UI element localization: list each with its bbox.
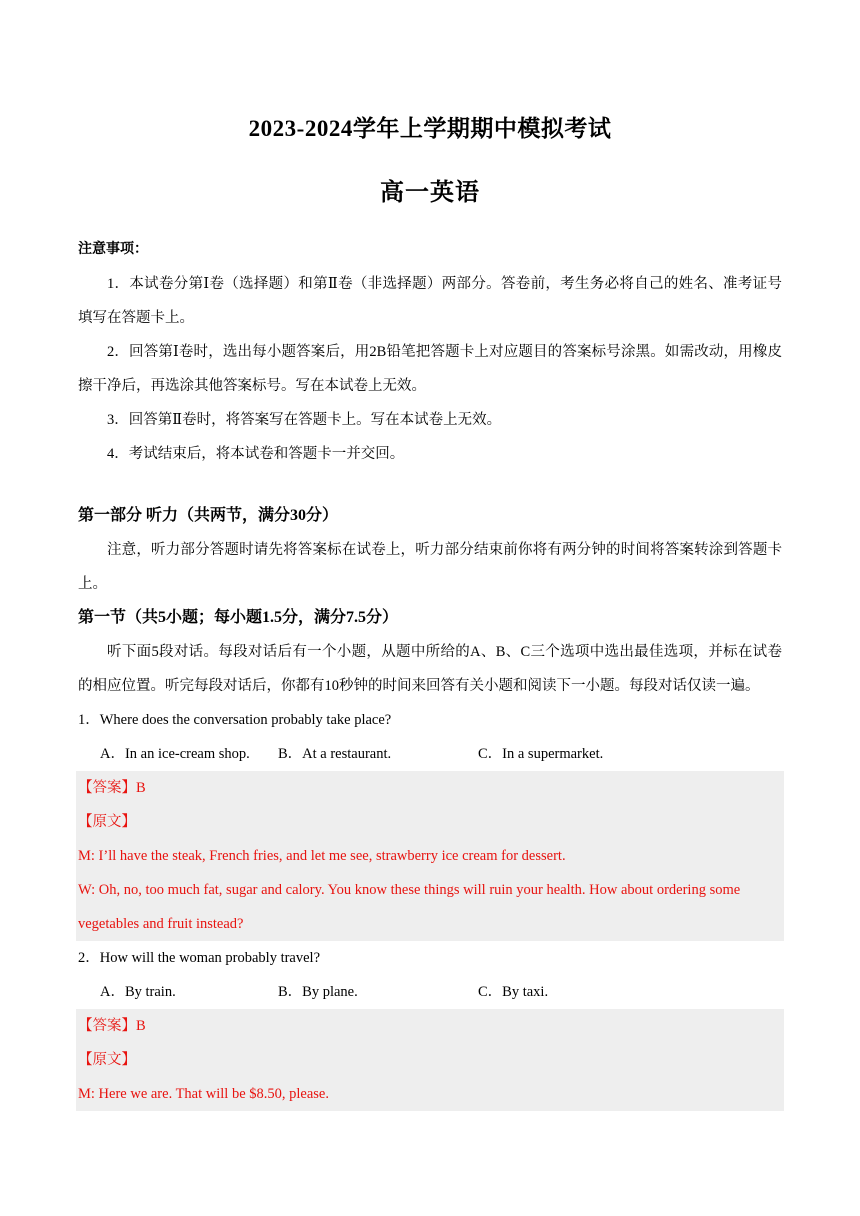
notice-item-4: 4．考试结束后，将本试卷和答题卡一并交回。 — [107, 446, 405, 462]
question-2-stem: 2．How will the woman probably travel? — [78, 950, 321, 966]
part1-intro: 注意，听力部分答题时请先将答案标在试卷上，听力部分结束前你将有两分钟的时间将答案转涂到答题卡上。 — [78, 542, 782, 592]
question-1-option-b: B．At a restaurant. — [278, 746, 392, 762]
question-1-script-line-1: M: I’ll have the steak, French fries, and let me see, strawberry ice cream for dessert. — [78, 848, 566, 864]
question-1-option-c: C．In a supermarket. — [478, 746, 604, 762]
question-2-answer-block — [76, 1009, 784, 1111]
question-2-option-a: A．By train. — [100, 984, 176, 1000]
question-1-options — [78, 737, 782, 771]
question-1-script-label: 【原文】 — [78, 814, 136, 830]
exam-subject: 高一英语 — [380, 180, 480, 206]
question-1-stem: 1．Where does the conversation probably take place? — [78, 712, 392, 728]
question-2-answer: 【答案】B — [78, 1018, 146, 1034]
question-2-script-label: 【原文】 — [78, 1052, 136, 1068]
exam-title: 2023-2024学年上学期期中模拟考试 — [248, 116, 612, 141]
question-1-script-line-2: W: Oh, no, too much fat, sugar and calory. You know these things will ruin your health. How about ordering some vegetables and fruit instead? — [78, 882, 741, 932]
question-2-options — [78, 975, 782, 1009]
question-2-option-c: C．By taxi. — [478, 984, 549, 1000]
question-1-option-a: A．In an ice-cream shop. — [100, 746, 250, 762]
section1-intro: 听下面5段对话。每段对话后有一个小题，从题中所给的A、B、C三个选项中选出最佳选项，并标在试卷的相应位置。听完每段对话后，你都有10秒钟的时间来回答有关小题和阅读下一小题。每段对话仅读一遍。 — [78, 644, 782, 694]
notice-item-1: 1．本试卷分第Ⅰ卷（选择题）和第Ⅱ卷（非选择题）两部分。答卷前，考生务必将自己的姓名、准考证号填写在答题卡上。 — [78, 276, 782, 326]
notice-label: 注意事项： — [78, 242, 148, 257]
question-1-answer-block — [76, 771, 784, 941]
question-2-option-b: B．By plane. — [278, 984, 358, 1000]
section1-heading: 第一节（共5小题；每小题1.5分，满分7.5分） — [78, 609, 399, 626]
question-1-answer: 【答案】B — [78, 780, 146, 796]
exam-content — [78, 233, 782, 1111]
notice-item-2: 2．回答第Ⅰ卷时，选出每小题答案后，用2B铅笔把答题卡上对应题目的答案标号涂黑。如需改动，用橡皮擦干净后，再选涂其他答案标号。写在本试卷上无效。 — [78, 344, 782, 394]
notice-item-3: 3．回答第Ⅱ卷时，将答案写在答题卡上。写在本试卷上无效。 — [107, 412, 502, 428]
part1-heading: 第一部分 听力（共两节，满分30分） — [78, 507, 339, 524]
question-2-script-line-1: M: Here we are. That will be $8.50, please. — [78, 1086, 329, 1102]
